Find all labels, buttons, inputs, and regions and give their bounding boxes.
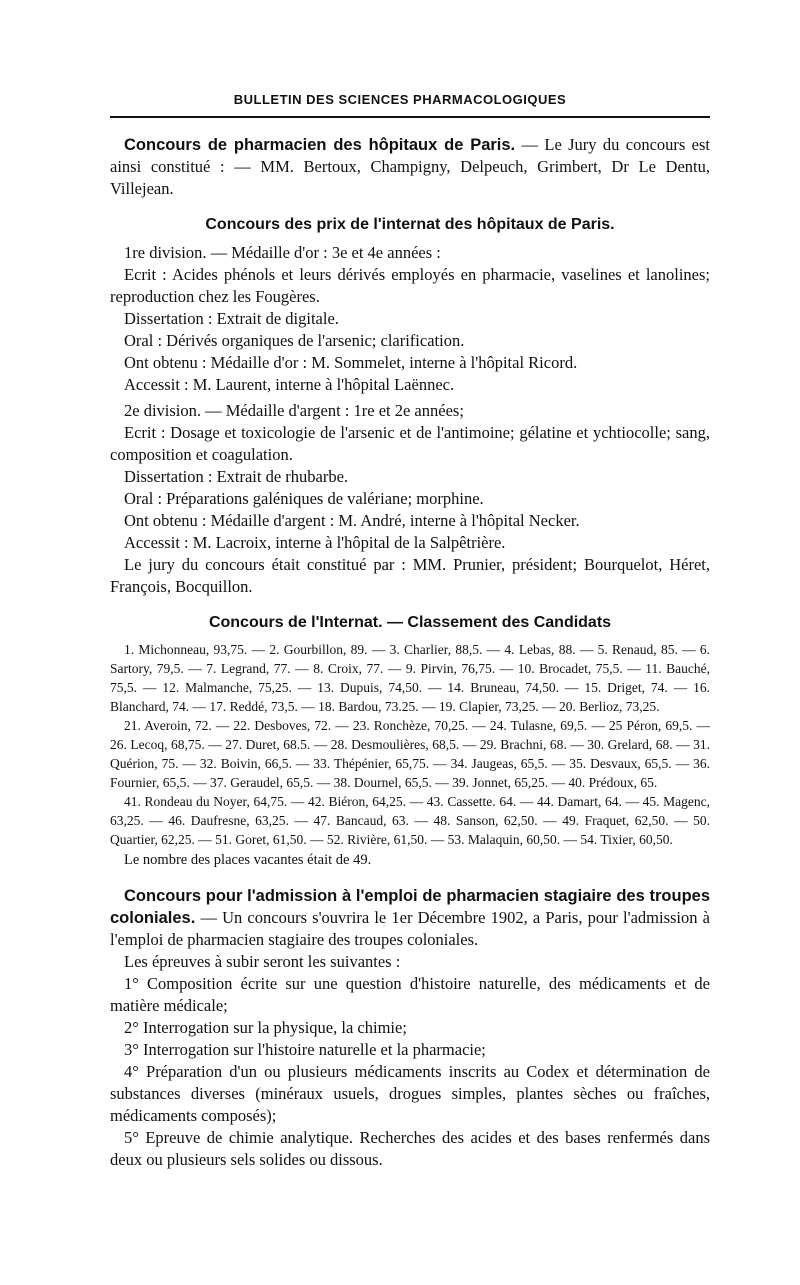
- paragraph: Dissertation : Extrait de rhubarbe.: [124, 467, 349, 486]
- section-heading-classement: Concours de l'Internat. — Classement des Candidats: [208, 614, 612, 631]
- paragraph: 2° Interrogation sur la physique, la chimie;: [124, 1018, 407, 1037]
- section-pharmacien-hopitaux: [110, 134, 710, 200]
- paragraph: Accessit : M. Laurent, interne à l'hôpital Laënnec.: [124, 375, 455, 394]
- ranking-list: 41. Rondeau du Noyer, 64,75. — 42. Biéron, 64,25. — 43. Cassette. 64. — 44. Damart, 64. — 45. Magenc, 63,25. — 46. Daufresne, 63,25. — 47. Bancaud, 63. — 48. Sanson, 62,50. — 49. Fraquet, 62,50. — 50. Quartier, 62,25. — 51. Goret, 61,50. — 52. Rivière, 61,50. — 53. Malaquin, 60,50. — 54. Tixier, 60,50.: [110, 794, 710, 847]
- header-rule: [110, 116, 710, 118]
- paragraph: Ont obtenu : Médaille d'or : M. Sommelet, interne à l'hôpital Ricord.: [124, 353, 578, 372]
- section-title: Concours de pharmacien des hôpitaux de Paris.: [124, 136, 516, 154]
- section-pharmacien-stagiaire: [110, 885, 710, 951]
- paragraph: Accessit : M. Lacroix, interne à l'hôpital de la Salpêtrière.: [124, 533, 506, 552]
- article-body: [110, 128, 710, 1171]
- paragraph: Oral : Dérivés organiques de l'arsenic; clarification.: [124, 331, 465, 350]
- paragraph: 5° Epreuve de chimie analytique. Recherches des acides et des bases renfermés dans deux ou plusieurs sels solides ou dissous.: [110, 1128, 710, 1169]
- paragraph: 1° Composition écrite sur une question d'histoire naturelle, des médicaments et de matière médicale;: [110, 974, 710, 1015]
- paragraph: Ecrit : Acides phénols et leurs dérivés employés en pharmacie, vaselines et lanolines; reproduction chez les Fougères.: [110, 265, 710, 306]
- paragraph: Le jury du concours était constitué par : MM. Prunier, président; Bourquelot, Héret, François, Bocquillon.: [110, 555, 710, 596]
- paragraph: Ont obtenu : Médaille d'argent : M. André, interne à l'hôpital Necker.: [124, 511, 580, 530]
- section-heading-prix-internat: Concours des prix de l'internat des hôpitaux de Paris.: [205, 216, 615, 233]
- paragraph: 4° Préparation d'un ou plusieurs médicaments inscrits au Codex et détermination de substances diverses (minéraux usuels, drogues simples, plantes sèches ou fraîches, médicaments composés);: [110, 1062, 710, 1125]
- paragraph: Dissertation : Extrait de digitale.: [124, 309, 339, 328]
- section-title: Concours pour l'admission à l'emploi de pharmacien stagiaire des troupes coloniales.: [110, 887, 710, 927]
- paragraph: Ecrit : Dosage et toxicologie de l'arsenic et de l'antimoine; gélatine et ychtiocolle; sang, composition et coagulation.: [110, 423, 710, 464]
- section-text: — Le Jury du concours est ainsi constitué : — MM. Bertoux, Champigny, Delpeuch, Grimbert, Dr Le Dentu, Villejean.: [110, 135, 710, 198]
- paragraph: 2e division. — Médaille d'argent : 1re et 2e années;: [124, 401, 464, 420]
- running-header: BULLETIN DES SCIENCES PHARMACOLOGIQUES: [233, 92, 567, 107]
- ranking-list: 21. Averoin, 72. — 22. Desboves, 72. — 23. Ronchèze, 70,25. — 24. Tulasne, 69,5. — 25 Péron, 69,5. — 26. Lecoq, 68,75. — 27. Duret, 68.5. — 28. Desmoulières, 68,5. — 29. Brachni, 68. — 30. Grelard, 68. — 31. Quérion, 75. — 32. Boivin, 66,5. — 33. Thépénier, 65,75. — 34. Jaugeas, 65,5. — 35. Desvaux, 65,5. — 36. Fournier, 65,5. — 37. Geraudel, 65,5. — 38. Dournel, 65,5. — 39. Jonnet, 65,25. — 40. Prédoux, 65.: [110, 718, 710, 790]
- paragraph: Oral : Préparations galéniques de valériane; morphine.: [124, 489, 484, 508]
- ranking-list: 1. Michonneau, 93,75. — 2. Gourbillon, 89. — 3. Charlier, 88,5. — 4. Lebas, 88. — 5. Renaud, 85. — 6. Sartory, 79,5. — 7. Legrand, 77. — 8. Croix, 77. — 9. Pirvin, 76,75. — 10. Brocadet, 75,5. — 11. Bauché, 75,5. — 12. Malmanche, 75,25. — 13. Dupuis, 74,50. — 14. Bruneau, 74,50. — 15. Driget, 74. — 16. Blanchard, 74. — 17. Reddé, 73,5. — 18. Bardou, 73.25. — 19. Clapier, 73,25. — 20. Berlioz, 73,25.: [110, 642, 710, 714]
- paragraph: 3° Interrogation sur l'histoire naturelle et la pharmacie;: [124, 1040, 486, 1059]
- ranking-note: Le nombre des places vacantes était de 49.: [124, 852, 372, 868]
- paragraph: 1re division. — Médaille d'or : 3e et 4e années :: [124, 243, 441, 262]
- paragraph: Les épreuves à subir seront les suivantes :: [124, 952, 401, 971]
- section-text: — Un concours s'ouvrira le 1er Décembre 1902, a Paris, pour l'admission à l'emploi de pharmacien stagiaire des troupes coloniales.: [110, 908, 710, 949]
